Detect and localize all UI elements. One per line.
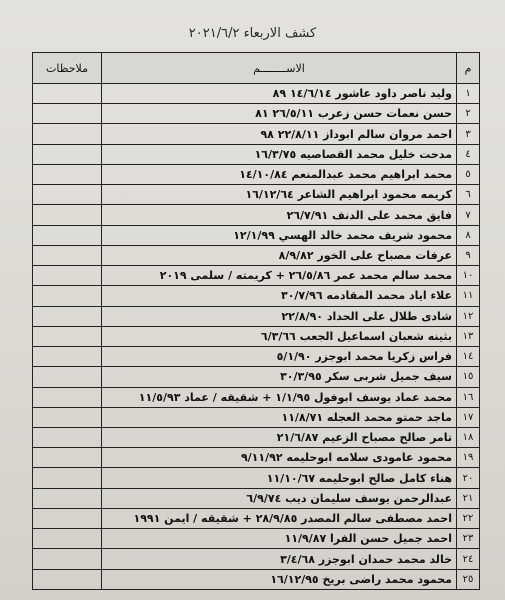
- table-row: [33, 427, 480, 447]
- row-number: ١٠: [457, 266, 480, 286]
- row-notes: [33, 185, 102, 205]
- row-number: ٢٣: [457, 529, 480, 549]
- row-name: احمد جميل حسن الفرا ١١/٩/٨٧: [102, 529, 457, 549]
- table-row: [33, 286, 480, 306]
- table-row: [33, 104, 480, 124]
- row-notes: [33, 347, 102, 367]
- table-row: [33, 266, 480, 286]
- row-number: ١: [457, 84, 480, 104]
- row-name: فراس زكريا محمد ابوجزر ٥/١/٩٠: [102, 347, 457, 367]
- column-header-num: م: [457, 53, 480, 84]
- row-name: فايق محمد على الدنف ٢٦/٧/٩١: [102, 205, 457, 225]
- row-name: بثينه شعبان اسماعيل الجعب ٦/٣/٦٦: [102, 326, 457, 346]
- row-name: عبدالرحمن يوسف سليمان ديب ٦/٩/٧٤: [102, 488, 457, 508]
- row-notes: [33, 164, 102, 184]
- table-row: [33, 367, 480, 387]
- row-notes: [33, 245, 102, 265]
- row-notes: [33, 407, 102, 427]
- row-name: ماجد حمتو محمد العجله ١١/٨/٧١: [102, 407, 457, 427]
- row-notes: [33, 569, 102, 589]
- row-notes: [33, 306, 102, 326]
- row-notes: [33, 508, 102, 528]
- row-number: ٥: [457, 164, 480, 184]
- row-name: احمد مروان سالم ابوداز ٢٢/٨/١١ ٩٨: [102, 124, 457, 144]
- row-number: ٦: [457, 185, 480, 205]
- row-number: ١٥: [457, 367, 480, 387]
- table-row: [33, 164, 480, 184]
- table-row: [33, 245, 480, 265]
- table-row: [33, 569, 480, 589]
- table-row: [33, 468, 480, 488]
- row-number: ٧: [457, 205, 480, 225]
- table-row: [33, 508, 480, 528]
- row-number: ٤: [457, 144, 480, 164]
- page-title: كشف الاربعاء ٢٠٢١/٦/٢: [188, 26, 317, 41]
- row-name: علاء اياد محمد المقادمه ٣٠/٧/٩٦: [102, 286, 457, 306]
- row-name: محمد ابراهيم محمد عبدالمنعم ١٤/١٠/٨٤: [102, 164, 457, 184]
- table-row: [33, 529, 480, 549]
- table-row: [33, 144, 480, 164]
- row-number: ٢٠: [457, 468, 480, 488]
- table-row: [33, 549, 480, 569]
- row-number: ١٦: [457, 387, 480, 407]
- row-number: ٣: [457, 124, 480, 144]
- row-number: ٩: [457, 245, 480, 265]
- row-name: تامر صالح مصباح الزعيم ٢١/٦/٨٧: [102, 427, 457, 447]
- row-name: حسن نعمات حسن زعرب ٢٦/٥/١١ ٨١: [102, 104, 457, 124]
- row-notes: [33, 387, 102, 407]
- row-name: هناء كامل صالح ابوحليمه ١١/١٠/٦٧: [102, 468, 457, 488]
- row-name: مدحت خليل محمد القصاصيه ١٦/٣/٧٥: [102, 144, 457, 164]
- row-number: ٢١: [457, 488, 480, 508]
- table-row: [33, 488, 480, 508]
- row-notes: [33, 104, 102, 124]
- table-row: [33, 205, 480, 225]
- row-number: ١٢: [457, 306, 480, 326]
- row-notes: [33, 549, 102, 569]
- row-number: ١٨: [457, 427, 480, 447]
- table-header-row: [33, 53, 480, 84]
- row-name: احمد مصطفى سالم المصدر ٢٨/٩/٨٥ + شقيقه / ايمن ١٩٩١: [102, 508, 457, 528]
- row-number: ١٧: [457, 407, 480, 427]
- row-number: ٢٢: [457, 508, 480, 528]
- row-notes: [33, 488, 102, 508]
- row-name: عرفات مصباح على الخور ٨/٩/٨٢: [102, 245, 457, 265]
- table-row: [33, 387, 480, 407]
- row-notes: [33, 84, 102, 104]
- row-notes: [33, 448, 102, 468]
- row-number: ٢٤: [457, 549, 480, 569]
- row-notes: [33, 286, 102, 306]
- table-row: [33, 407, 480, 427]
- row-name: محمود شريف محمد خالد الهسي ١٢/١/٩٩: [102, 225, 457, 245]
- row-number: ٢: [457, 104, 480, 124]
- row-notes: [33, 367, 102, 387]
- row-name: محمود محمد راضى بريخ ١٦/١٢/٩٥: [102, 569, 457, 589]
- table-row: [33, 84, 480, 104]
- table-row: [33, 185, 480, 205]
- column-header-notes: ملاحظات: [33, 53, 102, 84]
- row-name: محمد سالم محمد عمر ٢٦/٥/٨٦ + كريمته / سلمى ٢٠١٩: [102, 266, 457, 286]
- row-notes: [33, 427, 102, 447]
- row-name: خالد محمد حمدان ابوجزر ٣/٤/٦٨: [102, 549, 457, 569]
- row-number: ١٣: [457, 326, 480, 346]
- table-row: [33, 448, 480, 468]
- row-notes: [33, 205, 102, 225]
- table-row: [33, 124, 480, 144]
- row-number: ١١: [457, 286, 480, 306]
- table-row: [33, 306, 480, 326]
- table-row: [33, 225, 480, 245]
- row-notes: [33, 266, 102, 286]
- row-name: شادى طلال على الحداد ٢٢/٨/٩٠: [102, 306, 457, 326]
- names-table: [32, 52, 480, 590]
- row-name: كريمه محمود ابراهيم الشاعر ١٦/١٢/٦٤: [102, 185, 457, 205]
- row-name: وليد ناصر داود عاشور ١٤/٦/١٤ ٨٩: [102, 84, 457, 104]
- column-header-name: الاســــــــم: [102, 53, 457, 84]
- table-row: [33, 347, 480, 367]
- row-number: ٢٥: [457, 569, 480, 589]
- row-notes: [33, 225, 102, 245]
- row-notes: [33, 144, 102, 164]
- row-notes: [33, 326, 102, 346]
- row-name: محمود عامودى سلامه ابوحليمه ٩/١١/٩٢: [102, 448, 457, 468]
- row-notes: [33, 124, 102, 144]
- row-name: سيف جميل شربى سكر ٣٠/٣/٩٥: [102, 367, 457, 387]
- row-number: ١٤: [457, 347, 480, 367]
- row-number: ٨: [457, 225, 480, 245]
- row-number: ١٩: [457, 448, 480, 468]
- row-notes: [33, 529, 102, 549]
- table-body: [33, 84, 480, 590]
- row-name: محمد عماد يوسف ابوفول ١/١/٩٥ + شقيقه / عماد ١١/٥/٩٣: [102, 387, 457, 407]
- row-notes: [33, 468, 102, 488]
- table-row: [33, 326, 480, 346]
